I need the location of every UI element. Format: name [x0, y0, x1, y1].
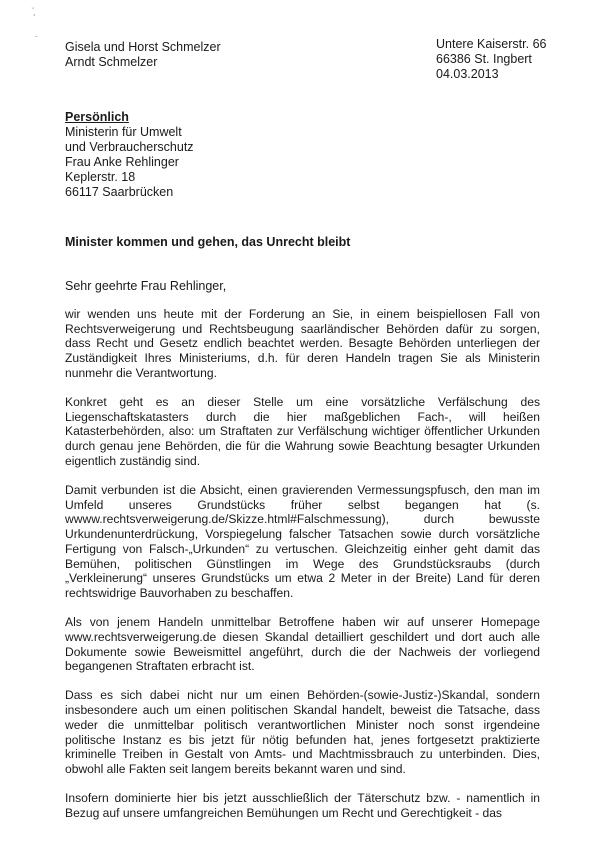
letter-body	[65, 307, 540, 835]
body-paragraph: wir wenden uns heute mit der Forderung an Sie, in einem beispiellosen Fall von Rechtsverweigerung und Rechtsbeugung saarländischer Behörden dafür zu sorgen, dass Recht und Gesetz endlich beachtet werden. Besagte Behörden unterliegen der Zuständigkeit Ihres Ministeriums, d.h. für deren Handeln tragen Sie als Ministerin nunmehr die Verantwortung.	[65, 307, 540, 380]
recipient-line: Keplerstr. 18	[65, 170, 136, 184]
body-paragraph: Konkret geht es an dieser Stelle um eine vorsätzliche Verfälschung des Liegenschaftskatasters durch die hier maßgeblichen Fach-, will heißen Katasterbehörden, also: um Straftaten zur Verfälschung wichtiger öffentlicher Urkunden durch genau jene Behörden, die für die Wahrung sowie Beachtung besagter Urkunden eigentlich zuständig sind.	[65, 395, 540, 468]
sender-address-block	[436, 37, 546, 82]
sender-block	[65, 40, 221, 70]
scan-mark-top: ̆¸	[33, 6, 36, 16]
body-paragraph: Insofern dominierte hier bis jetzt ausschließlich der Täterschutz bzw. - namentlich in Bezug auf unsere umfangreichen Bemühungen um Recht und Gerechtigkeit - das	[65, 791, 540, 820]
personal-label: Persönlich	[65, 110, 129, 124]
recipient-line: und Verbraucherschutz	[65, 140, 194, 154]
scan-mark-mid: ˉ	[35, 34, 38, 44]
body-paragraph: Damit verbunden ist die Absicht, einen gravierenden Vermessungspfusch, den man im Umfeld unseres Grundstücks früher selbst begangen hat (s. wwww.rechtsverweigerung.de/Skizze.html#Falschmessung), durch bewusste Urkundenunterdrückung, Vorspiegelung falscher Tatsachen sowie durch vorsätzliche Fertigung von Falsch-„Urkunden“ zu vertuschen. Gleichzeitig einher geht damit das Bemühen, politischen Günstlingen im Wege des Grundstücksraubs (durch „Verkleinerung“ unseres Grundstücks um etwa 2 Meter in der Breite) Land für deren rechtswidrige Bauvorhaben zu beschaffen.	[65, 483, 540, 600]
recipient-block	[65, 110, 194, 200]
sender-name-line: Arndt Schmelzer	[65, 55, 158, 69]
recipient-line: Frau Anke Rehlinger	[65, 155, 179, 169]
sender-name-line: Gisela und Horst Schmelzer	[65, 40, 221, 54]
body-paragraph: Dass es sich dabei nicht nur um einen Behörden-(sowie-Justiz-)Skandal, sondern insbesondere auch um einen politischen Skandal handelt, beweist die Tatsache, dass weder die unmittelbar politisch verantwortlichen Minister noch sonst irgendeine politische Instanz es bis jetzt für nötig befunden hat, jenes fortgesetzt praktizierte kriminelle Treiben in Gestalt von Amts- und Machtmissbrauch zu unterbinden. Dies, obwohl alle Fakten seit langem bereits bekannt waren und sind.	[65, 688, 540, 776]
body-paragraph: Als von jenem Handeln unmittelbar Betroffene haben wir auf unserer Homepage www.rechtsverweigerung.de diesen Skandal detailliert geschildert und dort auch alle Dokumente sowie Beweismittel angeführt, durch die der Nachweis der vorliegend begangenen Straftaten erbracht ist.	[65, 615, 540, 674]
letter-subject: Minister kommen und gehen, das Unrecht bleibt	[65, 235, 351, 249]
recipient-line: Ministerin für Umwelt	[65, 125, 182, 139]
recipient-line: 66117 Saarbrücken	[65, 185, 174, 199]
letter-date: 04.03.2013	[436, 67, 499, 81]
salutation: Sehr geehrte Frau Rehlinger,	[65, 279, 227, 293]
sender-street: Untere Kaiserstr. 66	[436, 37, 547, 51]
sender-city: 66386 St. Ingbert	[436, 52, 532, 66]
